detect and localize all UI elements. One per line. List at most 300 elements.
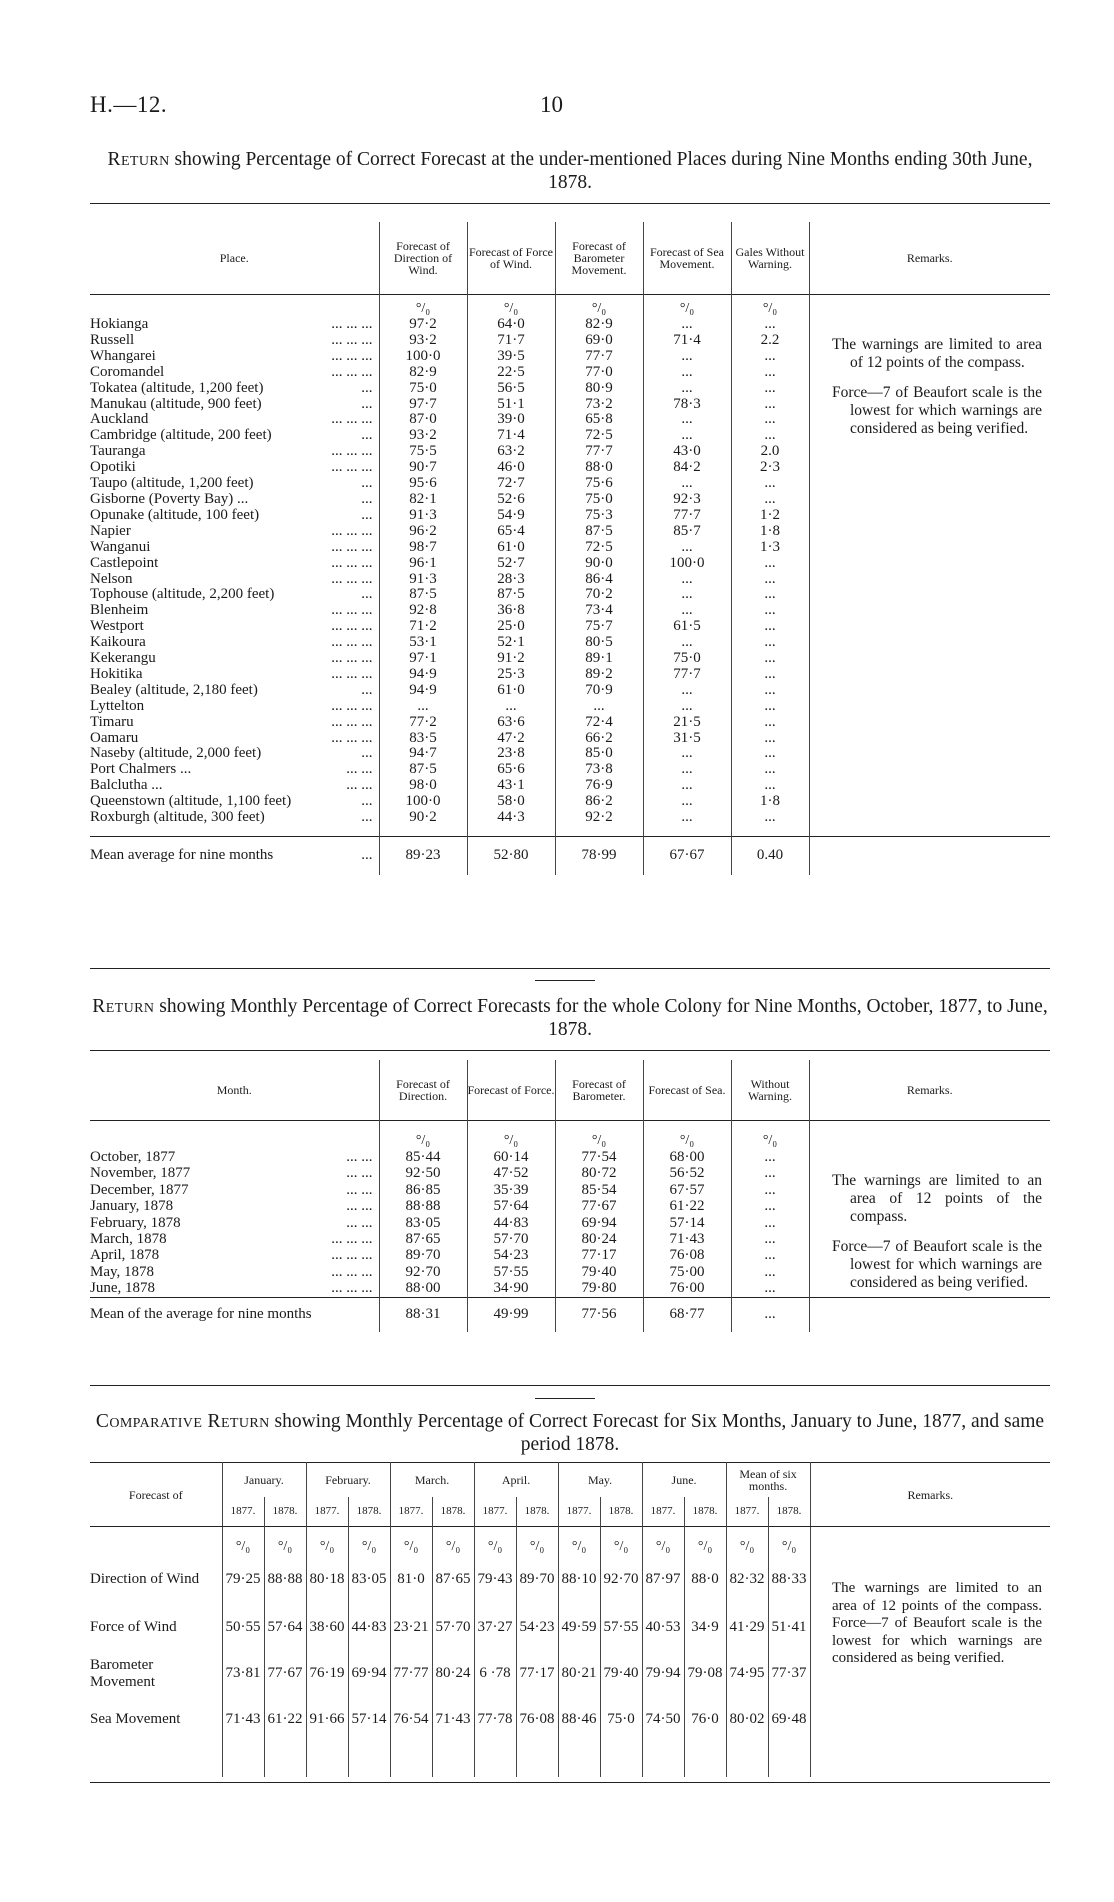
value-force: 54·9 <box>467 508 555 524</box>
percent-sign: °/₀ <box>726 1527 768 1555</box>
value-force: 91·2 <box>467 651 555 667</box>
place-name-text: Russell <box>90 332 135 348</box>
value-without: ... <box>731 1231 809 1247</box>
value-force: 52·6 <box>467 492 555 508</box>
value-cell: 76·19 <box>306 1651 348 1697</box>
forecast-label: Force of Wind <box>90 1619 177 1635</box>
year-header: 1878. <box>432 1497 474 1527</box>
remarks-cell <box>809 731 1050 747</box>
value-dir: 94·9 <box>379 683 467 699</box>
leader-dots: ... ... ... <box>331 412 373 428</box>
leader-dots: ... <box>361 682 373 698</box>
value-baro: 79·80 <box>555 1280 643 1297</box>
table-row <box>90 492 1050 508</box>
place-name-text: Wanganui <box>90 539 151 555</box>
value-cell: 74·50 <box>642 1697 684 1743</box>
value-dir: 90·2 <box>379 810 467 826</box>
place-name-text: Bealey (altitude, 2,180 feet) <box>90 682 258 698</box>
value-baro: 77·0 <box>555 365 643 381</box>
value-baro: 65·8 <box>555 412 643 428</box>
value-dir: 82·9 <box>379 365 467 381</box>
value-cell: 57·55 <box>600 1605 642 1651</box>
table2-title <box>90 995 1050 1041</box>
value-dir: 91·3 <box>379 508 467 524</box>
value-gales: ... <box>731 667 809 683</box>
remarks-cell <box>809 715 1050 731</box>
leader-dots: ... ... ... <box>331 523 373 539</box>
percent-sign: °/₀ <box>222 1527 264 1555</box>
value-baro: 75·0 <box>555 492 643 508</box>
table-row <box>90 746 1050 762</box>
place-name-text: Lyttelton <box>90 698 145 714</box>
value-force: 46·0 <box>467 460 555 476</box>
value-sea: 92·3 <box>643 492 731 508</box>
table3-month-header-row <box>90 1463 1050 1497</box>
spacer-cell <box>600 1743 642 1777</box>
mean-label <box>90 837 379 876</box>
value-gales: ... <box>731 317 809 333</box>
place-name-text: Auckland <box>90 412 149 428</box>
month-name <box>90 1165 379 1181</box>
leader-dots: ... <box>361 587 373 603</box>
leader-dots: ... ... <box>346 1149 373 1165</box>
spacer-cell <box>768 1743 810 1777</box>
value-cell: 57·14 <box>348 1697 390 1743</box>
value-sea: ... <box>643 683 731 699</box>
table1-places-forecast <box>90 222 1050 875</box>
value-sea: ... <box>643 365 731 381</box>
value-baro: 87·5 <box>555 524 643 540</box>
value-dir: 94·9 <box>379 667 467 683</box>
value-baro: 73·8 <box>555 762 643 778</box>
percent-sign: °/₀ <box>516 1527 558 1555</box>
leader-dots: ... <box>361 428 373 444</box>
mean-sea: 68·77 <box>643 1297 731 1332</box>
table2-col-remarks: Remarks. <box>809 1060 1050 1121</box>
value-dir: 96·1 <box>379 556 467 572</box>
value-dir: 91·3 <box>379 572 467 588</box>
table3-title <box>90 1410 1050 1456</box>
place-name <box>90 540 379 556</box>
table1-col-barometer: Forecast of Barometer Movement. <box>555 222 643 295</box>
table1-col-force: Forecast of Force of Wind. <box>467 222 555 295</box>
table2-bottom-rule <box>90 1385 1050 1386</box>
percent-sign: °/₀ <box>731 1121 809 1150</box>
table3-month-may: May. <box>558 1463 642 1497</box>
month-name <box>90 1264 379 1280</box>
place-name-text: Gisborne (Poverty Bay) ... <box>90 491 249 507</box>
place-name <box>90 587 379 603</box>
percent-sign: °/₀ <box>432 1527 474 1555</box>
forecast-label: Barometer Movement <box>90 1656 155 1690</box>
month-name-text: February, 1878 <box>90 1214 181 1231</box>
leader-dots: ... ... <box>346 1214 373 1231</box>
value-baro: 80·24 <box>555 1231 643 1247</box>
value-baro: 76·9 <box>555 778 643 794</box>
value-force: 61·0 <box>467 683 555 699</box>
leader-dots: ... ... ... <box>331 444 373 460</box>
value-dir: 97·1 <box>379 651 467 667</box>
value-cell: 73·81 <box>222 1651 264 1697</box>
table2-col-force: Forecast of Force. <box>467 1060 555 1121</box>
spacer-cell <box>90 1743 222 1777</box>
leader-dots: ... ... ... <box>331 332 373 348</box>
spacer-cell <box>810 1743 1050 1777</box>
value-sea: 77·7 <box>643 508 731 524</box>
value-sea: 71·4 <box>643 333 731 349</box>
place-name <box>90 556 379 572</box>
value-gales: ... <box>731 715 809 731</box>
table1-percent-row <box>90 295 1050 318</box>
value-baro: 70·2 <box>555 587 643 603</box>
value-dir: 96·2 <box>379 524 467 540</box>
spacer-cell <box>809 826 1050 837</box>
value-dir: 100·0 <box>379 349 467 365</box>
table-row <box>90 731 1050 747</box>
leader-dots: ... ... ... <box>331 651 373 667</box>
spacer-cell <box>555 826 643 837</box>
place-name-text: Cambridge (altitude, 200 feet) <box>90 428 272 444</box>
value-cell: 37·27 <box>474 1605 516 1651</box>
value-baro: 80·5 <box>555 635 643 651</box>
place-name <box>90 508 379 524</box>
remarks-cell <box>809 556 1050 572</box>
leader-dots: ... ... <box>346 1181 373 1198</box>
place-name <box>90 746 379 762</box>
place-name <box>90 428 379 444</box>
place-name-text: Westport <box>90 619 144 635</box>
value-baro: 89·1 <box>555 651 643 667</box>
value-force: 35·39 <box>467 1182 555 1198</box>
leader-dots: ... ... ... <box>331 1247 373 1264</box>
table-row <box>90 460 1050 476</box>
value-baro: 80·72 <box>555 1165 643 1181</box>
month-name-text: November, 1877 <box>90 1165 191 1182</box>
table-row <box>90 317 1050 333</box>
value-dir: 97·7 <box>379 397 467 413</box>
percent-sign: °/₀ <box>643 1121 731 1150</box>
value-sea: 68·00 <box>643 1149 731 1165</box>
place-name <box>90 699 379 715</box>
forecast-label: Direction of Wind <box>90 1571 200 1587</box>
value-force: 71·7 <box>467 333 555 349</box>
place-name <box>90 619 379 635</box>
value-dir: 92·50 <box>379 1165 467 1181</box>
place-name <box>90 778 379 794</box>
value-baro: 72·4 <box>555 715 643 731</box>
value-sea: 31·5 <box>643 731 731 747</box>
value-cell: 88·46 <box>558 1697 600 1743</box>
value-dir: 92·70 <box>379 1264 467 1280</box>
value-gales: ... <box>731 365 809 381</box>
value-without: ... <box>731 1149 809 1165</box>
percent-sign: °/₀ <box>306 1527 348 1555</box>
value-dir: 87·65 <box>379 1231 467 1247</box>
value-baro: 77·54 <box>555 1149 643 1165</box>
year-header: 1878. <box>768 1497 810 1527</box>
remarks-cell <box>809 635 1050 651</box>
leader-dots: ... ... ... <box>331 1231 373 1248</box>
mean-without: ... <box>731 1297 809 1332</box>
value-dir: 87·0 <box>379 412 467 428</box>
value-dir: 93·2 <box>379 333 467 349</box>
percent-sign: °/₀ <box>600 1527 642 1555</box>
value-baro: 88·0 <box>555 460 643 476</box>
value-sea: 43·0 <box>643 444 731 460</box>
place-name-text: Hokitika <box>90 666 143 682</box>
value-baro: 79·40 <box>555 1264 643 1280</box>
remarks-cell <box>809 778 1050 794</box>
value-gales: ... <box>731 731 809 747</box>
section-divider <box>535 1398 595 1399</box>
spacer-cell <box>306 1743 348 1777</box>
leader-dots: ... <box>361 847 373 864</box>
value-baro: 73·4 <box>555 603 643 619</box>
year-header: 1878. <box>600 1497 642 1527</box>
month-name-text: May, 1878 <box>90 1263 155 1280</box>
value-sea: ... <box>643 572 731 588</box>
value-force: 22·5 <box>467 365 555 381</box>
spacer-cell <box>379 826 467 837</box>
place-name <box>90 381 379 397</box>
place-name <box>90 349 379 365</box>
mean-sea: 67·67 <box>643 837 731 876</box>
value-cell: 76·08 <box>516 1697 558 1743</box>
spacer-cell <box>474 1743 516 1777</box>
value-force: 65·4 <box>467 524 555 540</box>
spacer-cell <box>348 1743 390 1777</box>
table3-month-january: January. <box>222 1463 306 1497</box>
remarks-cell <box>809 508 1050 524</box>
remarks-cell <box>809 651 1050 667</box>
leader-dots: ... ... <box>346 1198 373 1215</box>
percent-sign: °/₀ <box>379 295 467 318</box>
place-name-text: Tophouse (altitude, 2,200 feet) <box>90 587 275 603</box>
place-name-text: Nelson <box>90 571 133 587</box>
year-header: 1877. <box>474 1497 516 1527</box>
percent-sign: °/₀ <box>684 1527 726 1555</box>
place-name <box>90 651 379 667</box>
value-sea: ... <box>643 778 731 794</box>
place-name-text: Opotiki <box>90 460 136 476</box>
value-sea: ... <box>643 794 731 810</box>
value-cell: 79·40 <box>600 1651 642 1697</box>
value-sea: ... <box>643 381 731 397</box>
value-dir: 83·05 <box>379 1215 467 1231</box>
value-gales: 1·8 <box>731 794 809 810</box>
leader-dots: ... <box>361 794 373 810</box>
value-cell: 80·02 <box>726 1697 768 1743</box>
value-sea: 21·5 <box>643 715 731 731</box>
month-name <box>90 1215 379 1231</box>
value-cell: 23·21 <box>390 1605 432 1651</box>
remarks-cell <box>809 837 1050 876</box>
value-sea: ... <box>643 603 731 619</box>
value-force: 63·6 <box>467 715 555 731</box>
spacer-row <box>90 826 1050 837</box>
table1-col-gales: Gales Without Warning. <box>731 222 809 295</box>
leader-dots: ... ... ... <box>331 1263 373 1280</box>
table3-col-forecast-of: Forecast of <box>90 1463 222 1527</box>
value-baro: 90·0 <box>555 556 643 572</box>
value-force: 57·70 <box>467 1231 555 1247</box>
table2-col-sea: Forecast of Sea. <box>643 1060 731 1121</box>
month-name <box>90 1247 379 1263</box>
leader-dots: ... ... ... <box>331 364 373 380</box>
spacer-cell <box>467 826 555 837</box>
table-row <box>90 619 1050 635</box>
table2-col-month: Month. <box>216 1083 252 1097</box>
percent-sign: °/₀ <box>731 295 809 318</box>
value-force: 36·8 <box>467 603 555 619</box>
table-row <box>90 762 1050 778</box>
value-cell: 34·9 <box>684 1605 726 1651</box>
value-baro: 85·54 <box>555 1182 643 1198</box>
percent-sign: °/₀ <box>379 1121 467 1150</box>
table-row <box>90 1697 1050 1743</box>
table1-mean-row <box>90 837 1050 876</box>
value-gales: ... <box>731 746 809 762</box>
table-row <box>90 540 1050 556</box>
place-name <box>90 667 379 683</box>
value-force: 64·0 <box>467 317 555 333</box>
value-dir: 88·88 <box>379 1198 467 1214</box>
place-name-text: Manukau (altitude, 900 feet) <box>90 396 262 412</box>
spacer-cell <box>558 1743 600 1777</box>
month-name <box>90 1149 379 1165</box>
table-row <box>90 651 1050 667</box>
value-baro: 72·5 <box>555 540 643 556</box>
table-row <box>90 587 1050 603</box>
table-row <box>90 794 1050 810</box>
place-name <box>90 460 379 476</box>
value-force: 56·5 <box>467 381 555 397</box>
value-cell: 74·95 <box>726 1651 768 1697</box>
remarks-cell <box>809 762 1050 778</box>
value-sea: 71·43 <box>643 1231 731 1247</box>
remarks-cell <box>809 746 1050 762</box>
value-sea: ... <box>643 746 731 762</box>
mean-force: 49·99 <box>467 1297 555 1332</box>
value-sea: 61·5 <box>643 619 731 635</box>
value-force: 47·2 <box>467 731 555 747</box>
table-row <box>90 699 1050 715</box>
value-dir: 89·70 <box>379 1247 467 1263</box>
value-cell: 69·48 <box>768 1697 810 1743</box>
table-row <box>90 603 1050 619</box>
value-cell: 88·88 <box>264 1555 306 1605</box>
mean-label <box>90 1297 379 1332</box>
value-gales: ... <box>731 572 809 588</box>
percent-sign: °/₀ <box>555 1121 643 1150</box>
value-without: ... <box>731 1198 809 1214</box>
value-sea: 67·57 <box>643 1182 731 1198</box>
value-dir: 94·7 <box>379 746 467 762</box>
value-cell: 82·32 <box>726 1555 768 1605</box>
table1-remarks <box>832 336 1042 450</box>
value-gales: ... <box>731 397 809 413</box>
value-dir: 71·2 <box>379 619 467 635</box>
value-sea: ... <box>643 540 731 556</box>
percent-sign: °/₀ <box>467 295 555 318</box>
mean-label-text: Mean average for nine months <box>90 847 274 864</box>
value-dir: 95·6 <box>379 476 467 492</box>
value-sea: 75·00 <box>643 1264 731 1280</box>
value-baro: 77·67 <box>555 1198 643 1214</box>
table1-col-sea: Forecast of Sea Movement. <box>643 222 731 295</box>
table1-title-text: showing Percentage of Correct Forecast at the under-mentioned Places during Nine Months ending 30th June, 1878. <box>169 149 1033 193</box>
value-force: 39·0 <box>467 412 555 428</box>
spacer-cell <box>222 1743 264 1777</box>
value-without: ... <box>731 1247 809 1263</box>
value-force: 72·7 <box>467 476 555 492</box>
value-baro: 75·3 <box>555 508 643 524</box>
value-cell: 88·33 <box>768 1555 810 1605</box>
value-dir: 75·5 <box>379 444 467 460</box>
place-name-text: Balclutha ... <box>90 778 163 794</box>
value-cell: 69·94 <box>348 1651 390 1697</box>
table1-remark-beaufort: Force—7 of Beaufort scale is the lowest for which warnings are considered as being verified. <box>832 384 1042 437</box>
value-force: 52·7 <box>467 556 555 572</box>
table3-percent-row <box>90 1527 1050 1555</box>
value-dir: 90·7 <box>379 460 467 476</box>
place-name-text: Coromandel <box>90 364 165 380</box>
table2-remark-beaufort: Force—7 of Beaufort scale is the lowest for which warnings are considered as being verified. <box>832 1238 1042 1291</box>
place-name-text: Hokianga <box>90 317 149 332</box>
remarks-cell <box>809 476 1050 492</box>
place-name <box>90 397 379 413</box>
table1-col-remarks: Remarks. <box>809 222 1050 295</box>
value-cell: 81·0 <box>390 1555 432 1605</box>
value-cell: 83·05 <box>348 1555 390 1605</box>
value-sea: ... <box>643 412 731 428</box>
value-cell: 80·24 <box>432 1651 474 1697</box>
value-cell: 71·43 <box>222 1697 264 1743</box>
value-gales: ... <box>731 492 809 508</box>
value-gales: ... <box>731 412 809 428</box>
value-dir: 98·7 <box>379 540 467 556</box>
value-gales: 1·8 <box>731 524 809 540</box>
spacer-cell <box>390 1743 432 1777</box>
value-cell: 92·70 <box>600 1555 642 1605</box>
year-header: 1878. <box>516 1497 558 1527</box>
percent-sign: °/₀ <box>264 1527 306 1555</box>
place-name <box>90 444 379 460</box>
value-force: 28·3 <box>467 572 555 588</box>
table3-month-april: April. <box>474 1463 558 1497</box>
place-name <box>90 524 379 540</box>
value-cell: 89·70 <box>516 1555 558 1605</box>
value-cell: 88·0 <box>684 1555 726 1605</box>
value-cell: 77·77 <box>390 1651 432 1697</box>
table2-col-direction: Forecast of Direction. <box>379 1060 467 1121</box>
percent-sign: °/₀ <box>555 295 643 318</box>
table3-month-february: February. <box>306 1463 390 1497</box>
value-baro: 73·2 <box>555 397 643 413</box>
value-baro: 75·7 <box>555 619 643 635</box>
value-cell: 41·29 <box>726 1605 768 1651</box>
page-number: 10 <box>540 92 563 117</box>
percent-sign: °/₀ <box>390 1527 432 1555</box>
section-divider <box>535 980 595 981</box>
value-cell: 49·59 <box>558 1605 600 1651</box>
blank-cell <box>90 1527 222 1555</box>
value-gales: ... <box>731 635 809 651</box>
value-without: ... <box>731 1215 809 1231</box>
year-header: 1877. <box>558 1497 600 1527</box>
value-cell: 77·67 <box>264 1651 306 1697</box>
place-name <box>90 412 379 428</box>
